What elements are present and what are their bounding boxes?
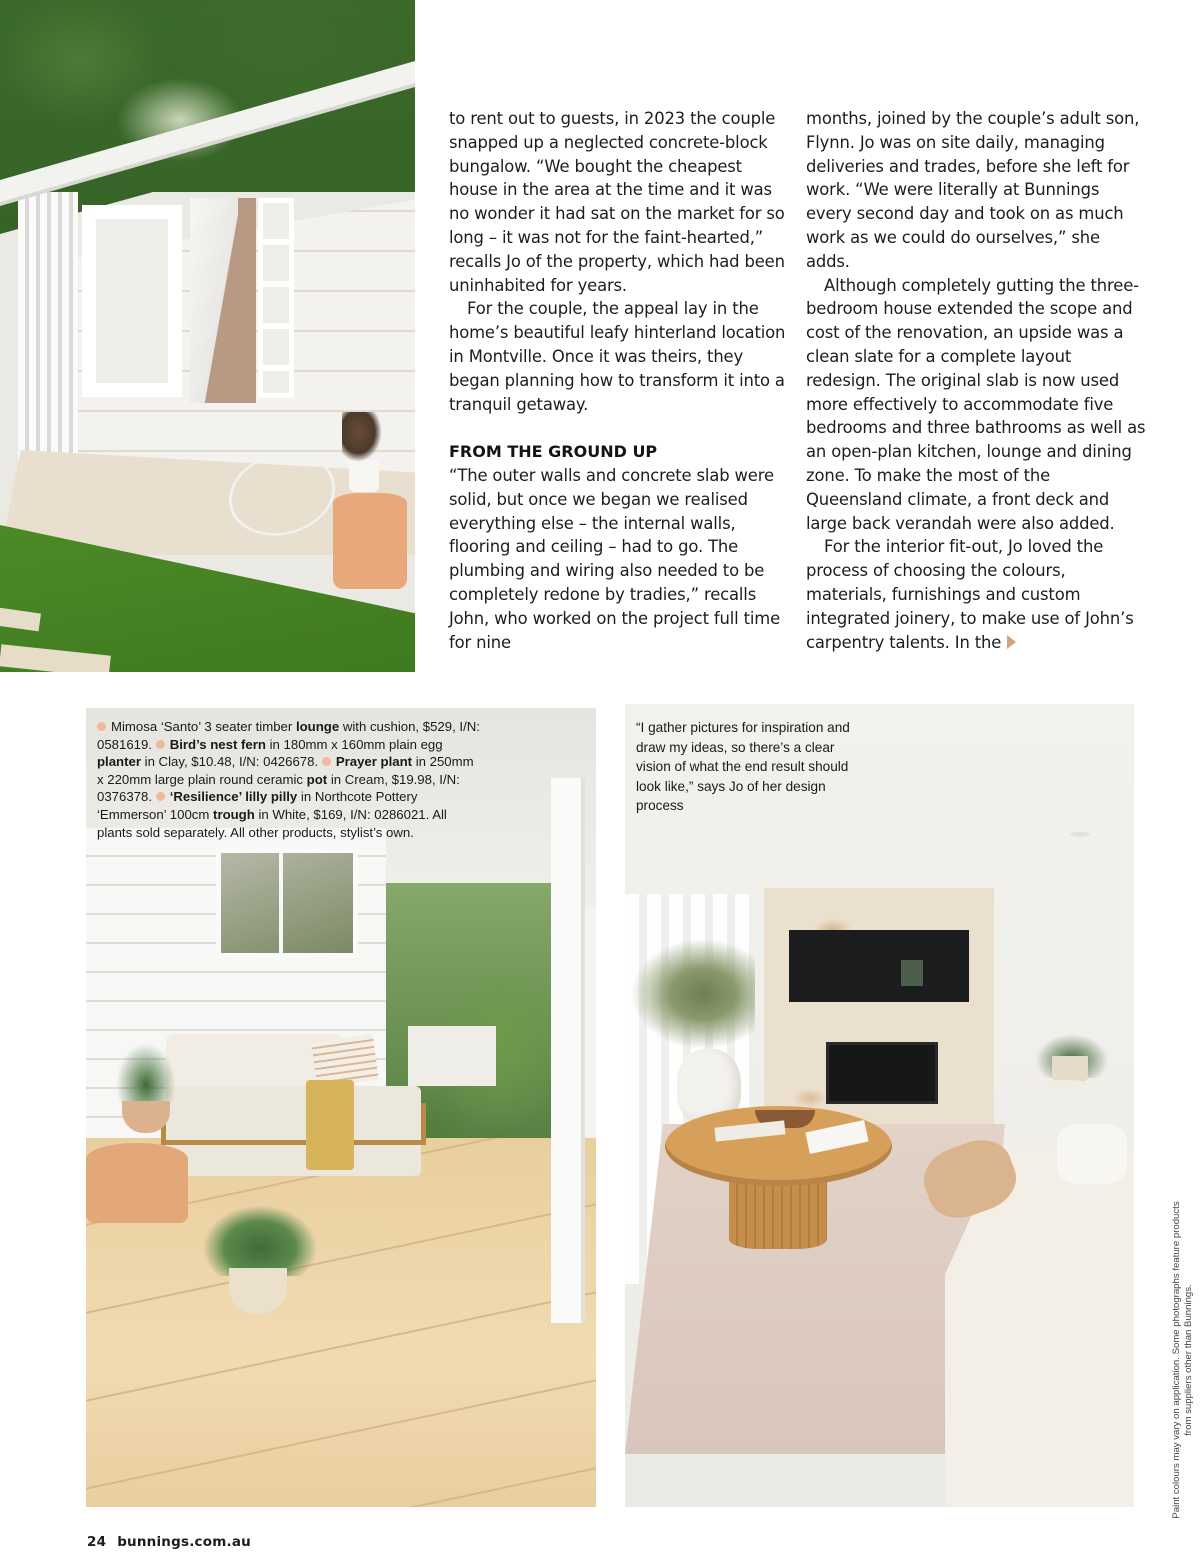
body-paragraph: For the couple, the appeal lay in the home’s beautiful leafy hinterland location in Montville. Once it was theirs, they began planning how to transform it into a tranquil getaway.: [449, 299, 786, 414]
plant-pot: [1052, 1056, 1088, 1082]
terracotta-side-table: [86, 1143, 188, 1223]
body-paragraph: to rent out to guests, in 2023 the couple snapped up a neglected concrete-block bungalow. “We bought the cheapest house in the area at the time and it was no wonder it had sat on the market for so long – it was not for the faint-hearted,” recalls Jo of the property, which had been uninhabited for years.: [449, 109, 785, 295]
fireplace-insert: [826, 1042, 938, 1104]
lounge-frame: [161, 1103, 426, 1145]
body-paragraph-continued: [806, 535, 1146, 654]
sofa-cushion: [1057, 1124, 1127, 1184]
side-window: [258, 198, 294, 398]
photo-exterior-bungalow: [0, 0, 415, 672]
birds-nest-fern: [116, 1043, 176, 1103]
body-paragraph-text: For the interior fit-out, Jo loved the process of choosing the colours, materials, furnishings and custom integrated joinery, to make use of John’s carpentry talents. In the: [806, 537, 1134, 652]
bullet-dot-icon: [97, 722, 106, 731]
bullet-dot-icon: [156, 792, 165, 801]
terracotta-side-table: [333, 493, 407, 589]
body-paragraph: “The outer walls and concrete slab were solid, but once we began we realised everything else – the internal walls, flooring and ceiling – had to go. The plumbing and wiring also needed to be completely redone by tradies,” recalls John, who worked on the project full time for nine: [449, 465, 781, 652]
white-pot: [349, 460, 379, 492]
slatted-screen: [18, 192, 78, 492]
wall-tv: [789, 930, 969, 1002]
disclaimer-note: Paint colours may vary on application. Some photographs feature products from suppliers other than Bunnings.: [1171, 1201, 1195, 1519]
rubber-plant: [342, 412, 382, 462]
body-paragraph: Although completely gutting the three-bedroom house extended the scope and cost of the renovation, an upside was a clean slate for a complete layout redesign. The original slab is now used more effectively to accommodate five bedrooms and three bathrooms as well as an open-plan kitchen, lounge and dining zone. To make the most of the Queensland climate, a front deck and large back verandah were also added.: [806, 275, 1146, 533]
sliding-window: [216, 848, 358, 958]
white-trough: [408, 1026, 496, 1086]
verandah-post: [551, 778, 585, 1323]
side-table: [1030, 1080, 1092, 1088]
olive-tree: [625, 934, 755, 1054]
section-subheading: FROM THE GROUND UP: [449, 442, 658, 462]
sheer-curtain: [190, 198, 238, 403]
pull-quote-caption: “I gather pictures for inspiration and draw my ideas, so there’s a clear vision of what the end result should look like,” says Jo of her design process: [636, 720, 850, 814]
footer-site-link[interactable]: bunnings.com.au: [117, 1534, 251, 1550]
article-column-middle: [449, 107, 789, 654]
ceiling-downlight: [1070, 832, 1090, 837]
product-caption: Mimosa ‘Santo’ 3 seater timber lounge with cushion, $529, I/N: 0581619. Bird’s nest fern in 180mm x 160mm plain egg planter in Clay, $10.48, I/N: 0426678. Prayer plant in 250mm x 220mm large plain round ceramic pot in Cream, $19.98, I/N: 0376378. ‘Resilience’ lilly pilly in Northcote Pottery ‘Emmerson’ 100cm trough in White, $169, I/N: 0286021. All plants sold separately. All other products, stylist’s own.: [97, 719, 480, 840]
prayer-plant: [204, 1206, 316, 1276]
bullet-dot-icon: [156, 740, 165, 749]
page-footer: [87, 1534, 251, 1550]
french-door: [82, 205, 182, 397]
article-column-right: [806, 107, 1146, 654]
body-paragraph: months, joined by the couple’s adult son, Flynn. Jo was on site daily, managing deliveries and trades, before she left for work. “We were literally at Bunnings every second day and took on as much work as we could do ourselves,” she adds.: [806, 109, 1140, 271]
yellow-throw: [306, 1080, 354, 1170]
triangle-right-icon: [1007, 635, 1016, 649]
cream-pot: [229, 1268, 287, 1314]
page-number: 24: [87, 1534, 107, 1550]
bullet-dot-icon: [322, 757, 331, 766]
photo-living-room: [625, 704, 1134, 1507]
